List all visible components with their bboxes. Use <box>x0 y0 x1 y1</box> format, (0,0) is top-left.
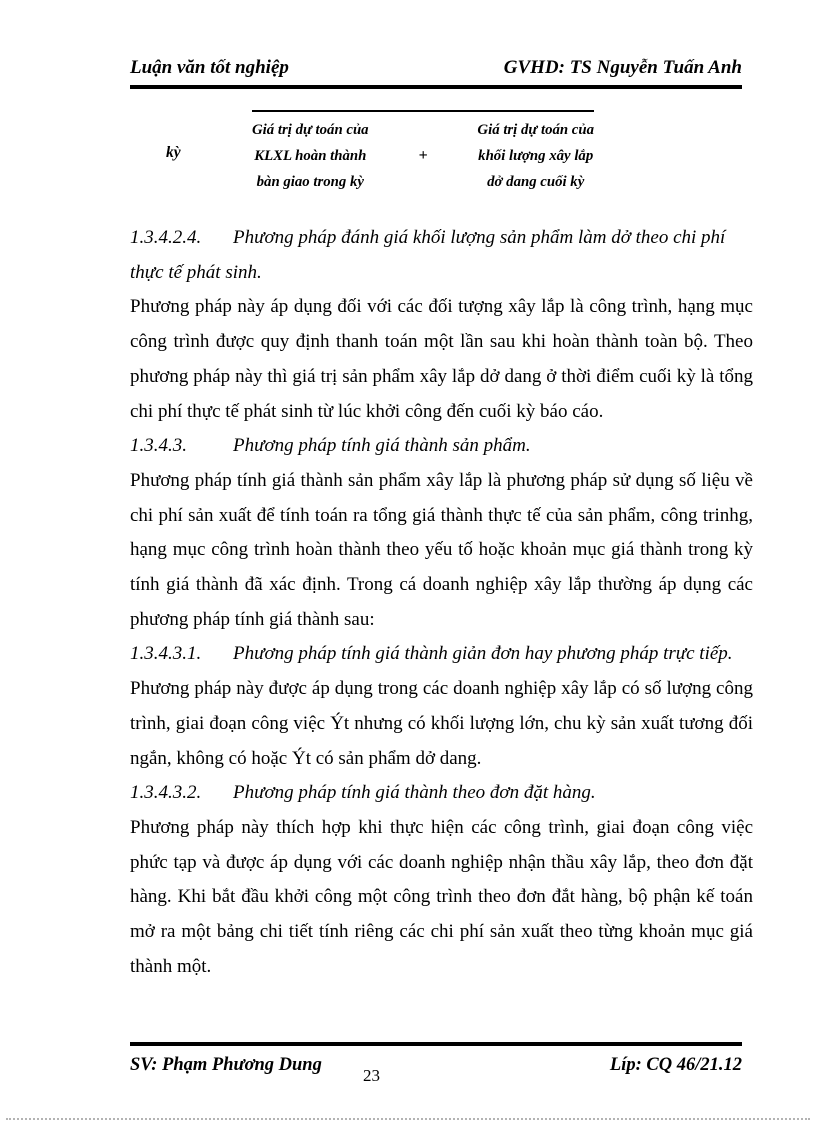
formula-term-right <box>477 117 594 195</box>
section-heading <box>130 429 753 464</box>
plus-operator: + <box>418 147 428 164</box>
footer-student-name: SV: Phạm Phương Dung <box>130 1055 322 1075</box>
body-paragraph: Phương pháp này được áp dụng trong các doanh nghiệp xây lắp có số lượng công trình, giai đoạn công việc Ýt nhưng có khối lượng lớn, chu kỳ sản xuất tương đối ngắn, không có hoặc Ýt có sản phẩm dở dang. <box>130 678 753 769</box>
footer-row <box>130 1053 742 1077</box>
section-title: Phương pháp đánh giá khối lượng sản phẩm làm dở theo chi phí thực tế phát sinh. <box>130 227 726 283</box>
body-paragraph: Phương pháp này áp dụng đối với các đối tượng xây lắp là công trình, hạng mục công trình được quy định thanh toán một lần sau khi hoàn thành toàn bộ. Theo phương pháp này thì giá trị sản phẩm xây lắp dở dang ở thời điểm cuối kỳ là tổng chi phí thực tế phát sinh từ lúc khởi công đến cuối kỳ báo cáo. <box>130 296 753 422</box>
formula-fragment <box>130 110 742 202</box>
section-title: Phương pháp tính giá thành theo đơn đặt hàng. <box>233 782 596 804</box>
section-number: 1.3.4.3.2. <box>130 782 202 804</box>
formula-left-label: kỳ <box>166 144 181 161</box>
section-number: 1.3.4.2.4. <box>130 227 202 248</box>
formula-term-left-line: Giá trị dự toán của <box>252 122 369 138</box>
section-title: Phương pháp tính giá thành giản đơn hay phương pháp trực tiếp. <box>233 643 733 665</box>
formula-term-right-line: dở dang cuối kỳ <box>487 174 585 190</box>
footer-class: Líp: CQ 46/21.12 <box>609 1055 742 1075</box>
formula-denominator <box>252 110 594 195</box>
body-paragraph: Phương pháp này thích hợp khi thực hiện các công trình, giai đoạn công việc phức tạp và được áp dụng với các doanh nghiệp nhận thầu xây lắp, theo đơn đặt hàng. Khi bắt đầu khởi công một công trình theo đơn đắt hàng, bộ phận kế toán mở ra một bảng chi tiết tính riêng các chi phí sản xuất theo từng khoản mục giá thành một. <box>130 816 753 977</box>
page-number: 23 <box>363 1066 380 1085</box>
formula-term-right-line: khối lượng xây lắp <box>478 148 594 164</box>
section-number: 1.3.4.3.1. <box>130 643 202 665</box>
formula-term-left-line: KLXL hoàn thành <box>254 148 367 164</box>
header-right-supervisor: GVHD: TS Nguyễn Tuấn Anh <box>503 57 742 78</box>
formula-term-left <box>252 117 369 195</box>
section-heading <box>130 637 753 672</box>
header-left-title: Luận văn tốt nghiệp <box>130 57 289 78</box>
section-title: Phương pháp tính giá thành sản phẩm. <box>233 435 531 457</box>
scan-edge-dots <box>6 1118 810 1120</box>
page-footer <box>130 1042 742 1085</box>
formula-term-right-line: Giá trị dự toán của <box>477 122 594 138</box>
formula-term-left-line: bàn giao trong kỳ <box>256 174 364 190</box>
page-header <box>130 56 742 89</box>
section-number: 1.3.4.3. <box>130 435 187 457</box>
body-paragraph: Phương pháp tính giá thành sản phẩm xây lắp là phương pháp sử dụng số liệu về chi phí sản xuất để tính toán ra tổng giá thành thực tế của sản phẩm, công trinhg, hạng mục công trình hoàn thành theo yếu tố hoặc khoản mục giá thành trong kỳ tính giá thành đã xác định. Trong cá doanh nghiệp xây lắp thường áp dụng các phương pháp tính giá thành sau: <box>130 469 753 630</box>
document-body <box>130 221 753 984</box>
section-heading <box>130 776 753 811</box>
section-heading <box>130 221 753 290</box>
